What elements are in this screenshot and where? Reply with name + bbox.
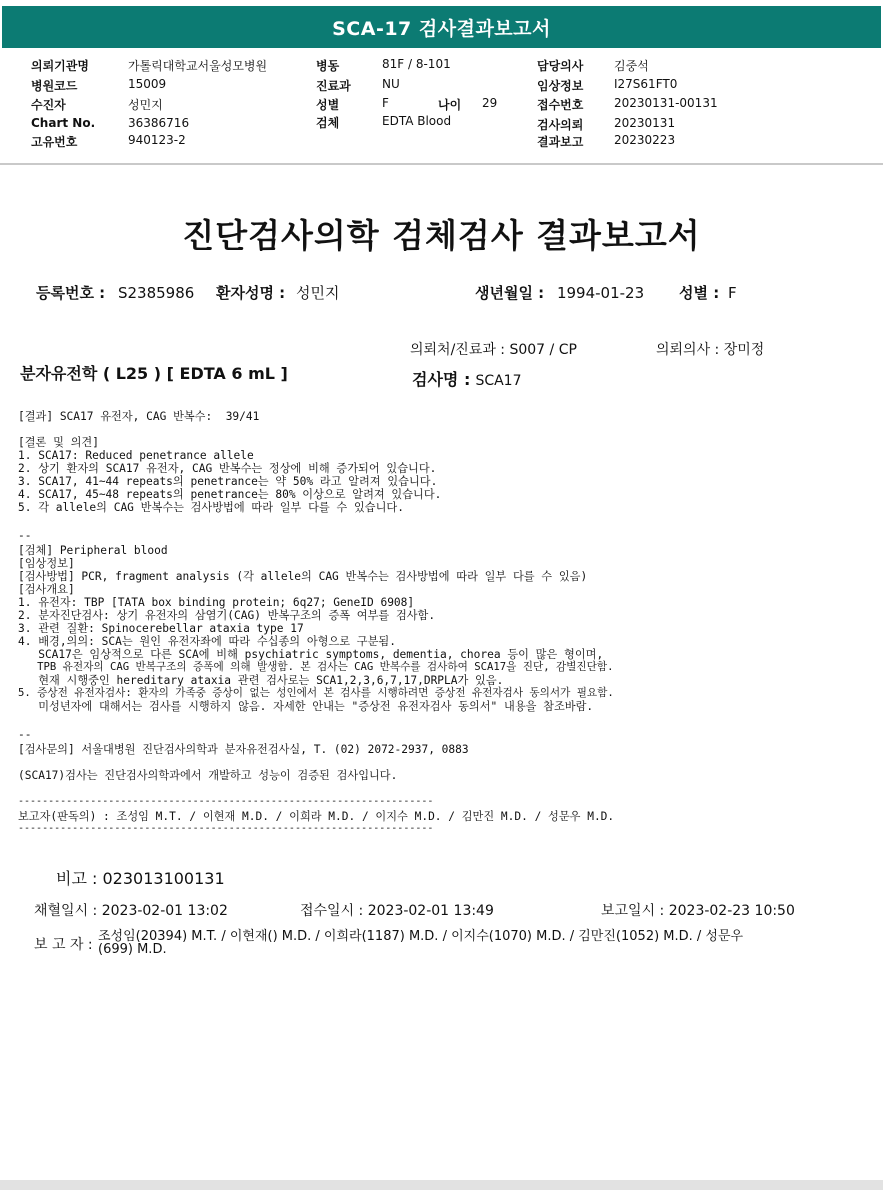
info-value: 20230223	[614, 133, 676, 147]
info-label: 검체	[316, 116, 340, 130]
dob-label: 생년월일 :	[475, 284, 545, 302]
info-value: 20230131-00131	[614, 96, 718, 110]
developed-line: (SCA17)검사는 진단검사의학과에서 개발하고 성능이 검증된 검사입니다.	[18, 769, 398, 782]
name-value: 성민지	[295, 284, 340, 302]
info-label: 임상정보	[537, 79, 584, 93]
dob-value: 1994-01-23	[556, 284, 645, 302]
inquiry-line: [검사문의] 서울대병원 진단검사의학과 분자유전검사실, T. (02) 2072-2937, 0883	[18, 743, 469, 756]
dept-text: 의뢰처/진료과 : S007 / CP	[410, 342, 577, 358]
info-label: 접수번호	[537, 98, 584, 112]
info-value: 성민지	[128, 98, 163, 112]
info-value: 15009	[128, 77, 167, 91]
result-line: [결과] SCA17 유전자, CAG 반복수: 39/41	[18, 410, 260, 423]
info-value: I27S61FT0	[614, 77, 678, 91]
bottom-strip	[0, 1180, 883, 1190]
detail-line: [검사개요]	[18, 583, 75, 596]
info-value: NU	[382, 77, 400, 91]
info-value: 940123-2	[128, 133, 186, 147]
conc-line: [결론 및 의견]	[18, 436, 99, 449]
info-label: 의뢰기관명	[31, 59, 89, 73]
header-title: SCA-17 검사결과보고서	[332, 17, 551, 40]
conc-line: 1. SCA17: Reduced penetrance allele	[18, 449, 254, 462]
info-label: 담당의사	[537, 59, 584, 73]
info-label: Chart No.	[31, 116, 96, 130]
reg-label: 등록번호 :	[36, 284, 106, 302]
info-label: 수진자	[31, 98, 66, 112]
info-value: 김중석	[614, 59, 649, 73]
report-header-bar	[2, 6, 881, 48]
reporter-line: 조성임(20394) M.T. / 이현재() M.D. / 이희라(1187) M.D. / 이지수(1070) M.D. / 김만진(1052) M.D. / 성문우	[98, 929, 744, 944]
detail-line: SCA17은 임상적으로 다른 SCA에 비해 psychiatric symptoms, dementia, chorea 등이 많은 형이며,	[18, 648, 604, 661]
info-label: 진료과	[316, 79, 351, 93]
detail-line: 현재 시행중인 hereditary ataxia 관련 검사로는 SCA1,2,3,6,7,17,DRPLA가 있음.	[18, 674, 504, 687]
rule-line: ---------------------------------------------------------------------	[18, 823, 434, 834]
info-label: 병원코드	[31, 79, 78, 93]
name-label: 환자성명 :	[216, 284, 286, 302]
reporters-line: 보고자(판독의) : 조성임 M.T. / 이현재 M.D. / 이희라 M.D. / 이지수 M.D. / 김만진 M.D. / 성문우 M.D.	[18, 810, 615, 823]
detail-line: [검사방법] PCR, fragment analysis (각 allele의 CAG 반복수는 검사방법에 따라 일부 다를 수 있음)	[18, 570, 588, 583]
dash-line: --	[18, 529, 32, 542]
info-label: 병동	[316, 59, 340, 73]
detail-line: 4. 배경,의의: SCA는 원인 유전자좌에 따라 수십종의 아형으로 구분됨.	[18, 635, 396, 648]
patient-info-grid	[0, 52, 883, 164]
info-value: F	[382, 96, 389, 110]
reg-value: S2385986	[117, 284, 195, 302]
info-label: 고유번호	[31, 135, 78, 149]
info-value: 20230131	[614, 116, 676, 130]
report-date-label: 보고일시 :	[601, 903, 665, 919]
sex-label: 성별 :	[679, 284, 720, 302]
info-value: 29	[482, 96, 498, 110]
detail-line: 3. 관련 질환: Spinocerebellar ataxia type 17	[18, 622, 304, 635]
section-title: 분자유전학 ( L25 ) [ EDTA 6 mL ]	[20, 364, 288, 383]
conc-line: 4. SCA17, 45~48 repeats의 penetrance는 80% 이상으로 알려져 있습니다.	[18, 488, 442, 501]
detail-line: [임상정보]	[18, 557, 75, 570]
reporter-label: 보 고 자 :	[34, 937, 93, 953]
sex-value: F	[727, 284, 737, 302]
info-value: 81F / 8-101	[382, 57, 451, 71]
report-title: 진단검사의학 검체검사 결과보고서	[182, 216, 701, 255]
doctor-text: 의뢰의사 : 장미정	[656, 342, 765, 358]
conc-line: 5. 각 allele의 CAG 반복수는 검사방법에 따라 일부 다를 수 있습니다.	[18, 501, 404, 514]
info-label: 성별	[316, 98, 340, 112]
detail-line: TPB 유전자의 CAG 반복구조의 증폭에 의해 발생함. 본 검사는 CAG 반복수를 검사하여 SCA17을 진단, 감별진단함.	[18, 661, 614, 673]
detail-line: 2. 분자진단검사: 상기 유전자의 삼염기(CAG) 반복구조의 증폭 여부를 검사함.	[18, 609, 436, 622]
detail-line: [검체] Peripheral blood	[18, 544, 168, 557]
remark-label: 비고 :	[56, 869, 98, 888]
info-value: 가톨릭대학교서울성모병원	[128, 59, 268, 73]
rule-line: ---------------------------------------------------------------------	[18, 796, 434, 807]
detail-line: 5. 증상전 유전자검사: 환자의 가족중 증상이 없는 성인에서 본 검사를 시행하려면 증상전 유전자검사 동의서가 필요함.	[18, 687, 614, 699]
reporter-line: (699) M.D.	[98, 942, 167, 957]
receive-label: 접수일시 :	[300, 903, 364, 919]
test-value: SCA17	[475, 373, 522, 389]
info-label: 결과보고	[537, 135, 584, 149]
info-value: EDTA Blood	[382, 114, 452, 128]
divider	[0, 163, 883, 165]
info-label: 나이	[438, 98, 462, 112]
report-date-value: 2023-02-23 10:50	[668, 903, 795, 919]
collect-label: 채혈일시 :	[34, 903, 98, 919]
detail-line: 미성년자에 대해서는 검사를 시행하지 않음. 자세한 안내는 "증상전 유전자검사 동의서" 내용을 참조바람.	[18, 700, 594, 713]
conc-line: 2. 상기 환자의 SCA17 유전자, CAG 반복수는 정상에 비해 증가되어 있습니다.	[18, 462, 437, 475]
receive-value: 2023-02-01 13:49	[367, 903, 494, 919]
dash-line: --	[18, 728, 32, 741]
test-label: 검사명 :	[412, 370, 471, 389]
info-label: 검사의뢰	[537, 118, 584, 132]
remark-value: 023013100131	[102, 869, 225, 888]
collect-value: 2023-02-01 13:02	[101, 903, 228, 919]
info-value: 36386716	[128, 116, 190, 130]
conc-line: 3. SCA17, 41~44 repeats의 penetrance는 약 50% 라고 알려져 있습니다.	[18, 475, 438, 488]
detail-line: 1. 유전자: TBP [TATA box binding protein; 6q27; GeneID 6908]	[18, 596, 415, 609]
